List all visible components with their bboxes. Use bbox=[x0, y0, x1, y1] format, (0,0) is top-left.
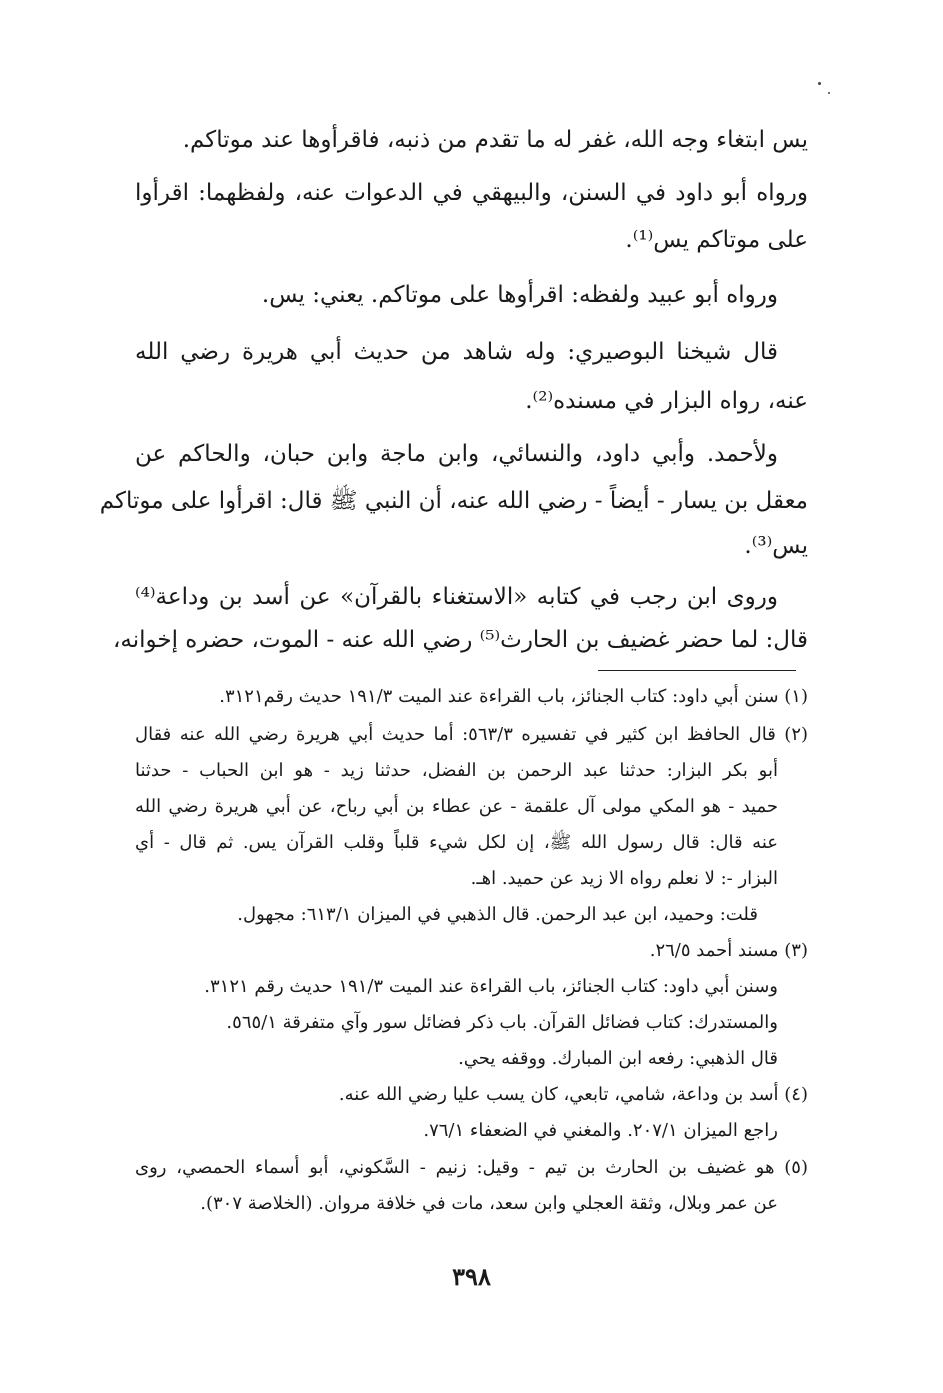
body-line-8: معقل بن يسار - أيضاً - رضي الله عنه، أن النبي ﷺ قال: اقرأوا على موتاكم bbox=[99, 488, 808, 514]
body-line-10: وروى ابن رجب في كتابه «الاستغناء بالقرآن» عن أسد بن وداعة⁽⁴⁾ bbox=[135, 584, 778, 610]
footnote-2-line-4: عنه قال: قال رسول الله ﷺ، إن لكل شيء قلباً وقلب القرآن يس. ثم قال - أي bbox=[135, 832, 778, 853]
scan-speck bbox=[818, 82, 821, 85]
scan-speck bbox=[828, 92, 830, 94]
page-number: ٣٩٨ bbox=[452, 1262, 491, 1291]
footnote-5-line-1: (٥) هو غضيف بن الحارث بن تيم - وقيل: زنيم - السَّكوني، أبو أسماء الحمصي، روى bbox=[135, 1157, 808, 1178]
body-line-7: ولأحمد. وأبي داود، والنسائي، وابن ماجة وابن حبان، والحاكم عن bbox=[135, 441, 778, 467]
footnote-separator bbox=[598, 670, 796, 671]
footnote-2-line-5: البزار -: لا نعلم رواه الا زيد عن حميد. اهـ. bbox=[470, 868, 778, 889]
footnote-3-line-4: قال الذهبي: رفعه ابن المبارك. ووقفه يحي. bbox=[458, 1048, 778, 1069]
body-line-9: يس⁽³⁾. bbox=[744, 533, 808, 559]
footnote-3-line-2: وسنن أبي داود: كتاب الجنائز، باب القراءة عند الميت ١٩١/٣ حديث رقم ٣١٢١. bbox=[204, 976, 778, 997]
footnote-4-line-2: راجع الميزان ٢٠٧/١. والمغني في الضعفاء ٧٦/١. bbox=[423, 1120, 778, 1141]
footnote-2-line-2: أبو بكر البزار: حدثنا عبد الرحمن بن الفضل، حدثنا زيد - هو ابن الحباب - حدثنا bbox=[135, 760, 778, 781]
body-line-3: على موتاكم يس⁽¹⁾. bbox=[625, 227, 808, 253]
body-line-4: ورواه أبو عبيد ولفظه: اقرأوها على موتاكم. يعني: يس. bbox=[261, 282, 778, 308]
body-line-6: عنه، رواه البزار في مسنده⁽²⁾. bbox=[525, 388, 808, 414]
footnote-2-line-3: حميد - هو المكي مولى آل علقمة - عن عطاء بن أبي رباح، عن أبي هريرة رضي الله bbox=[135, 796, 778, 817]
footnote-4-line-1: (٤) أسد بن وداعة، شامي، تابعي، كان يسب عليا رضي الله عنه. bbox=[338, 1084, 808, 1105]
footnote-2-line-6: قلت: وحميد، ابن عبد الرحمن. قال الذهبي في الميزان ٦١٣/١: مجهول. bbox=[237, 904, 758, 925]
footnote-1: (١) سنن أبي داود: كتاب الجنائز، باب القراءة عند الميت ١٩١/٣ حديث رقم٣١٢١. bbox=[219, 686, 808, 707]
footnote-3-line-3: والمستدرك: كتاب فضائل القرآن. باب ذكر فضائل سور وآي متفرقة ٥٦٥/١. bbox=[226, 1012, 778, 1033]
body-line-5: قال شيخنا البوصيري: وله شاهد من حديث أبي هريرة رضي الله bbox=[135, 339, 778, 365]
footnote-2-line-1: (٢) قال الحافظ ابن كثير في تفسيره ٥٦٣/٣: أما حديث أبي هريرة رضي الله عنه فقال bbox=[135, 724, 809, 745]
footnote-5-line-2: عن عمر وبلال، وثقة العجلي وابن سعد، مات في خلافة مروان. (الخلاصة ٣٠٧). bbox=[200, 1193, 778, 1214]
footnote-3-line-1: (٣) مسند أحمد ٢٦/٥. bbox=[649, 940, 808, 961]
body-line-2: ورواه أبو داود في السنن، والبيهقي في الدعوات عنه، ولفظهما: اقرأوا bbox=[135, 180, 808, 206]
body-line-1: يس ابتغاء وجه الله، غفر له ما تقدم من ذنبه، فاقرأوها عند موتاكم. bbox=[182, 127, 808, 153]
body-line-11: قال: لما حضر غضيف بن الحارث⁽⁵⁾ رضي الله عنه - الموت، حضره إخوانه، bbox=[112, 627, 808, 653]
